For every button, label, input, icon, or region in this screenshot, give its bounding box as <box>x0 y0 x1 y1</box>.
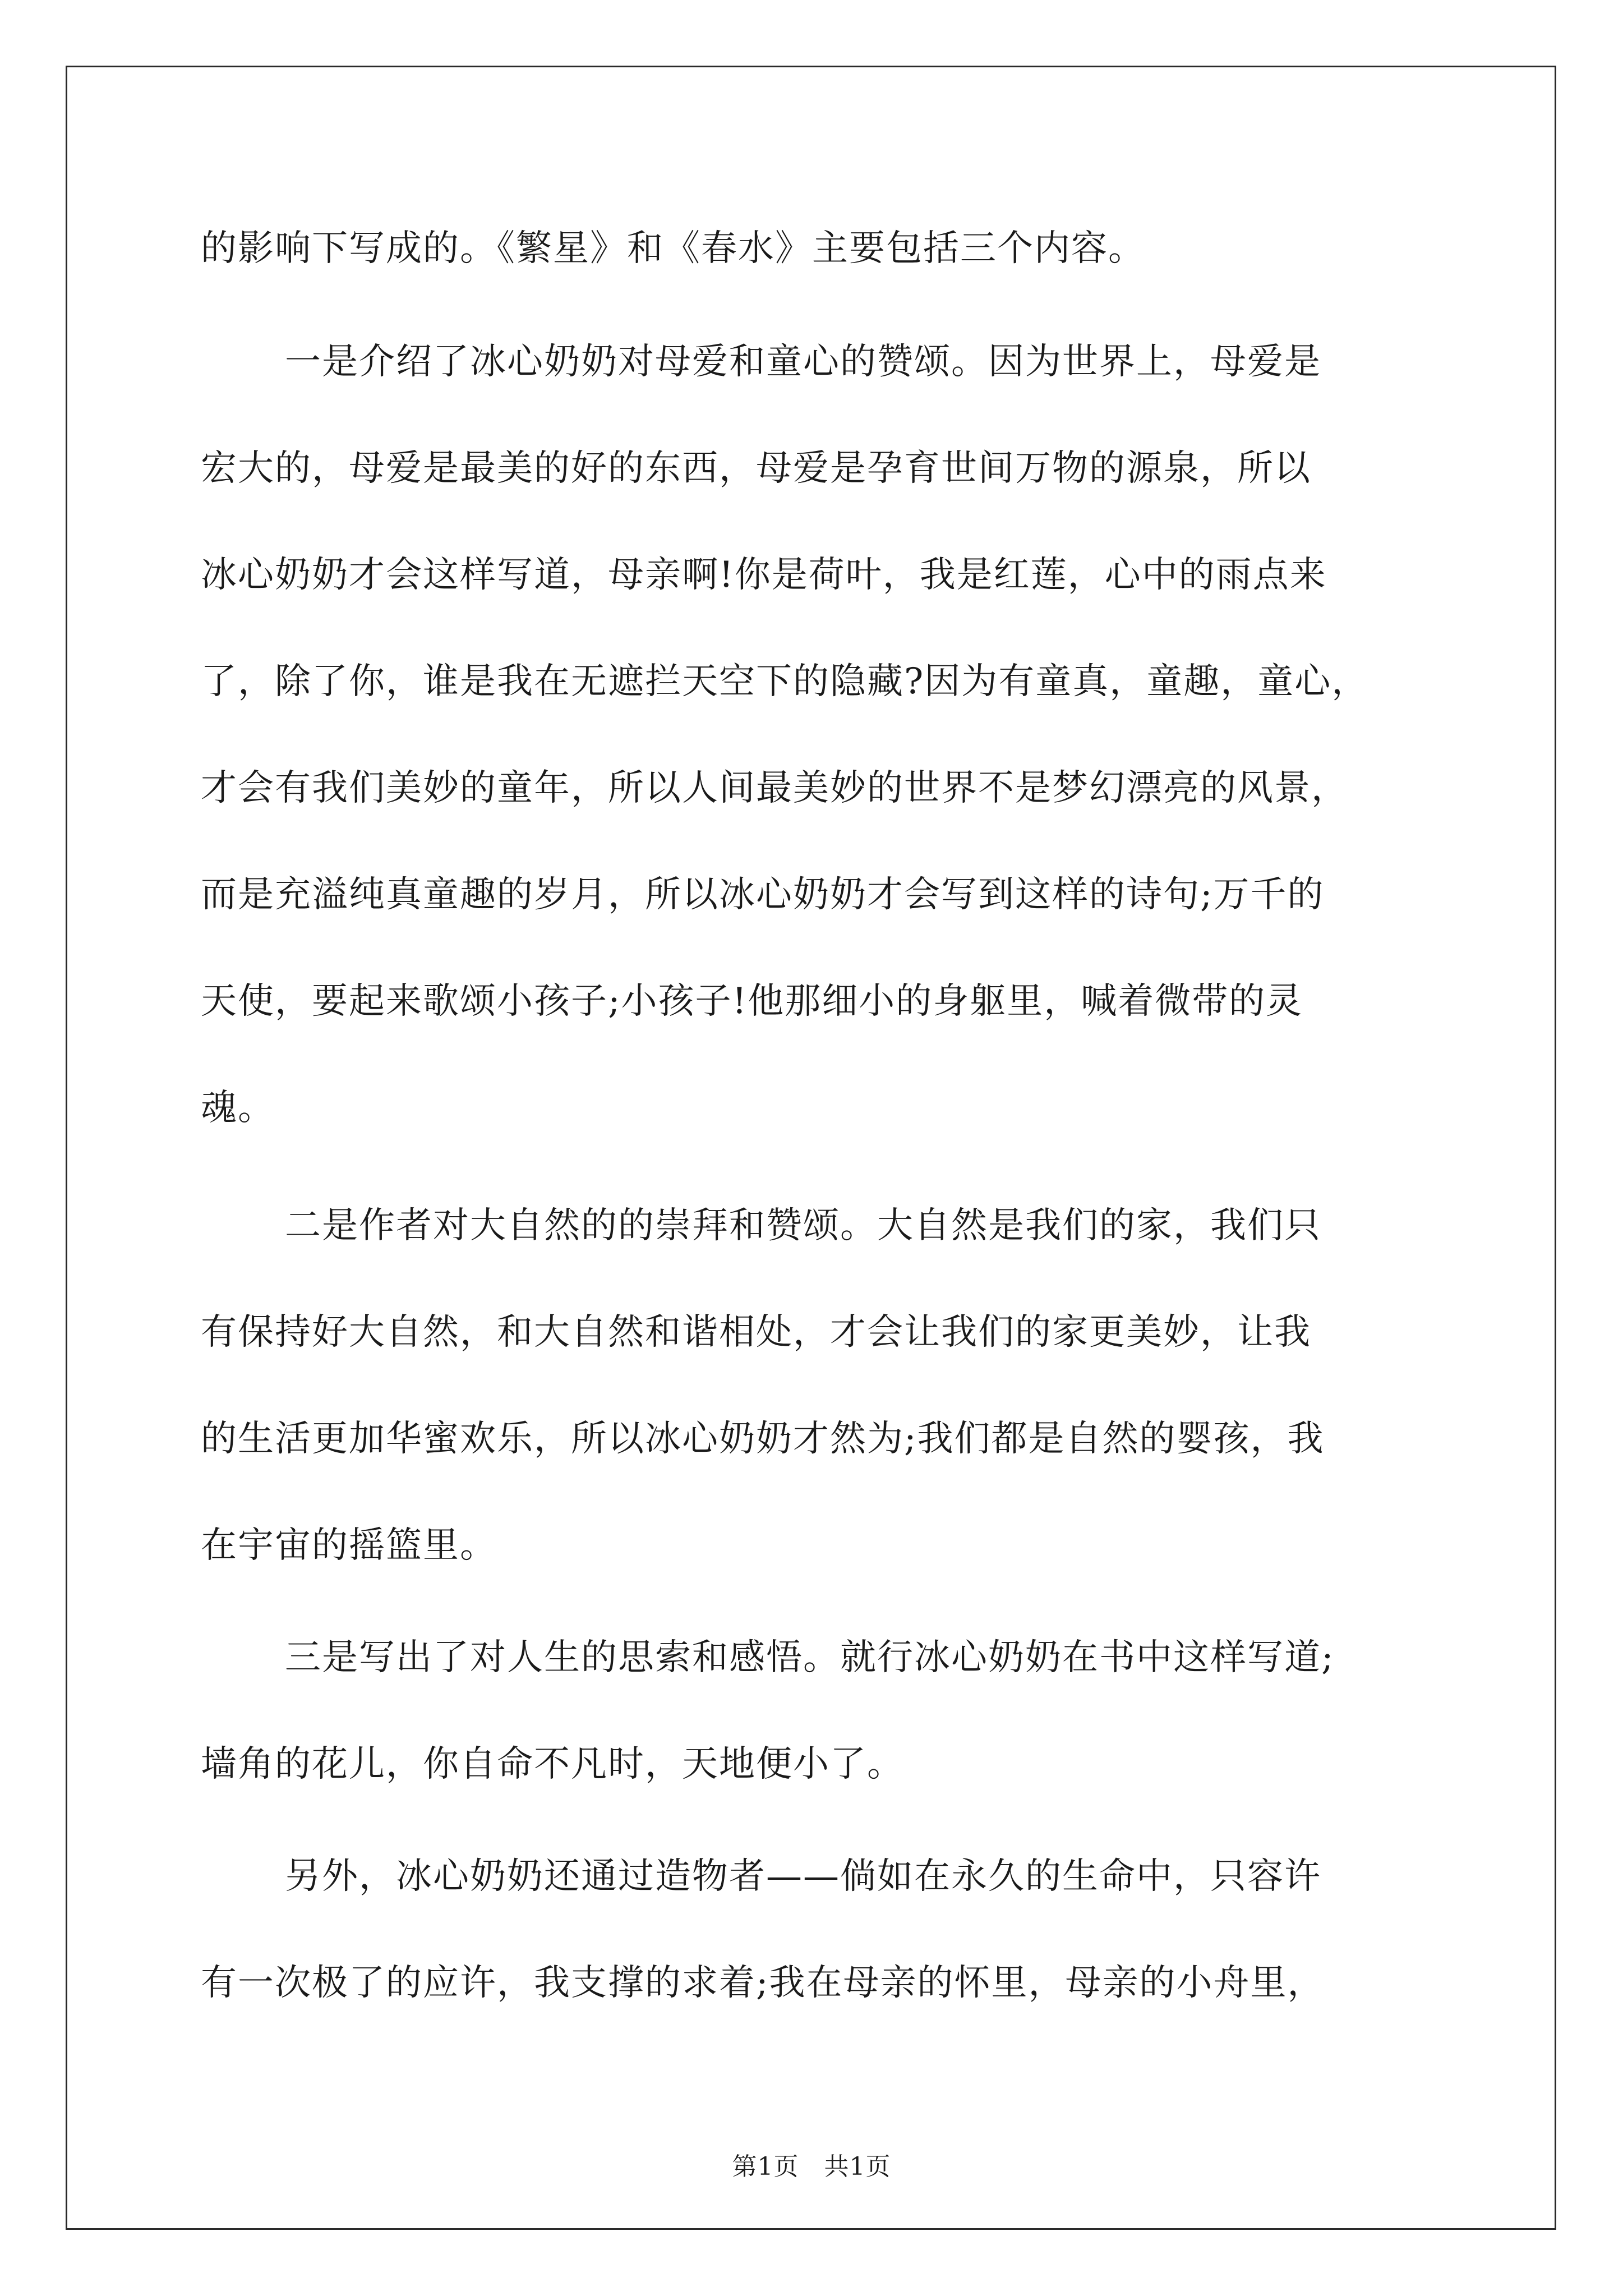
text-line: 墙角的花儿，你自命不凡时，天地便小了。 <box>201 1743 904 1785</box>
paragraph-4-line: 另外，冰心奶奶还通过造物者——倘如在永久的生命中，只容许 <box>285 1856 1321 1897</box>
text-line: 有保持好大自然，和大自然和谐相处，才会让我们的家更美妙，让我 <box>201 1312 1311 1353</box>
page-number: 第1页 共1页 <box>732 2152 891 2181</box>
text-line: 冰心奶奶才会这样写道，母亲啊!你是荷叶，我是红莲，心中的雨点来 <box>201 554 1327 596</box>
text-line: 的影响下写成的。《繁星》和《春水》主要包括三个内容。 <box>201 228 1145 269</box>
text-line: 才会有我们美妙的童年，所以人间最美妙的世界不是梦幻漂亮的风景， <box>201 767 1348 809</box>
text-line: 天使，要起来歌颂小孩子;小孩子!他那细小的身躯里，喊着微带的灵 <box>201 981 1303 1022</box>
text-line: 宏大的，母爱是最美的好的东西，母爱是孕育世间万物的源泉，所以 <box>201 448 1311 489</box>
text-line: 在宇宙的摇篮里。 <box>201 1525 497 1566</box>
text-line: 魂。 <box>201 1087 275 1129</box>
text-line: 而是充溢纯真童趣的岁月，所以冰心奶奶才会写到这样的诗句;万千的 <box>201 874 1325 915</box>
text-line: 了，除了你，谁是我在无遮拦天空下的隐藏?因为有童真，童趣，童心， <box>201 661 1369 702</box>
text-line: 有一次极了的应许，我支撑的求着;我在母亲的怀里，母亲的小舟里， <box>201 1962 1325 2004</box>
paragraph-3-line: 三是写出了对人生的思索和感悟。就行冰心奶奶在书中这样写道; <box>285 1637 1335 1678</box>
page-border <box>66 66 1556 2230</box>
text-line: 的生活更加华蜜欢乐，所以冰心奶奶才然为;我们都是自然的婴孩，我 <box>201 1418 1325 1460</box>
paragraph-2-line: 二是作者对大自然的的崇拜和赞颂。大自然是我们的家，我们只 <box>285 1205 1321 1246</box>
paragraph-1-line: 一是介绍了冰心奶奶对母爱和童心的赞颂。因为世界上，母爱是 <box>285 341 1321 383</box>
